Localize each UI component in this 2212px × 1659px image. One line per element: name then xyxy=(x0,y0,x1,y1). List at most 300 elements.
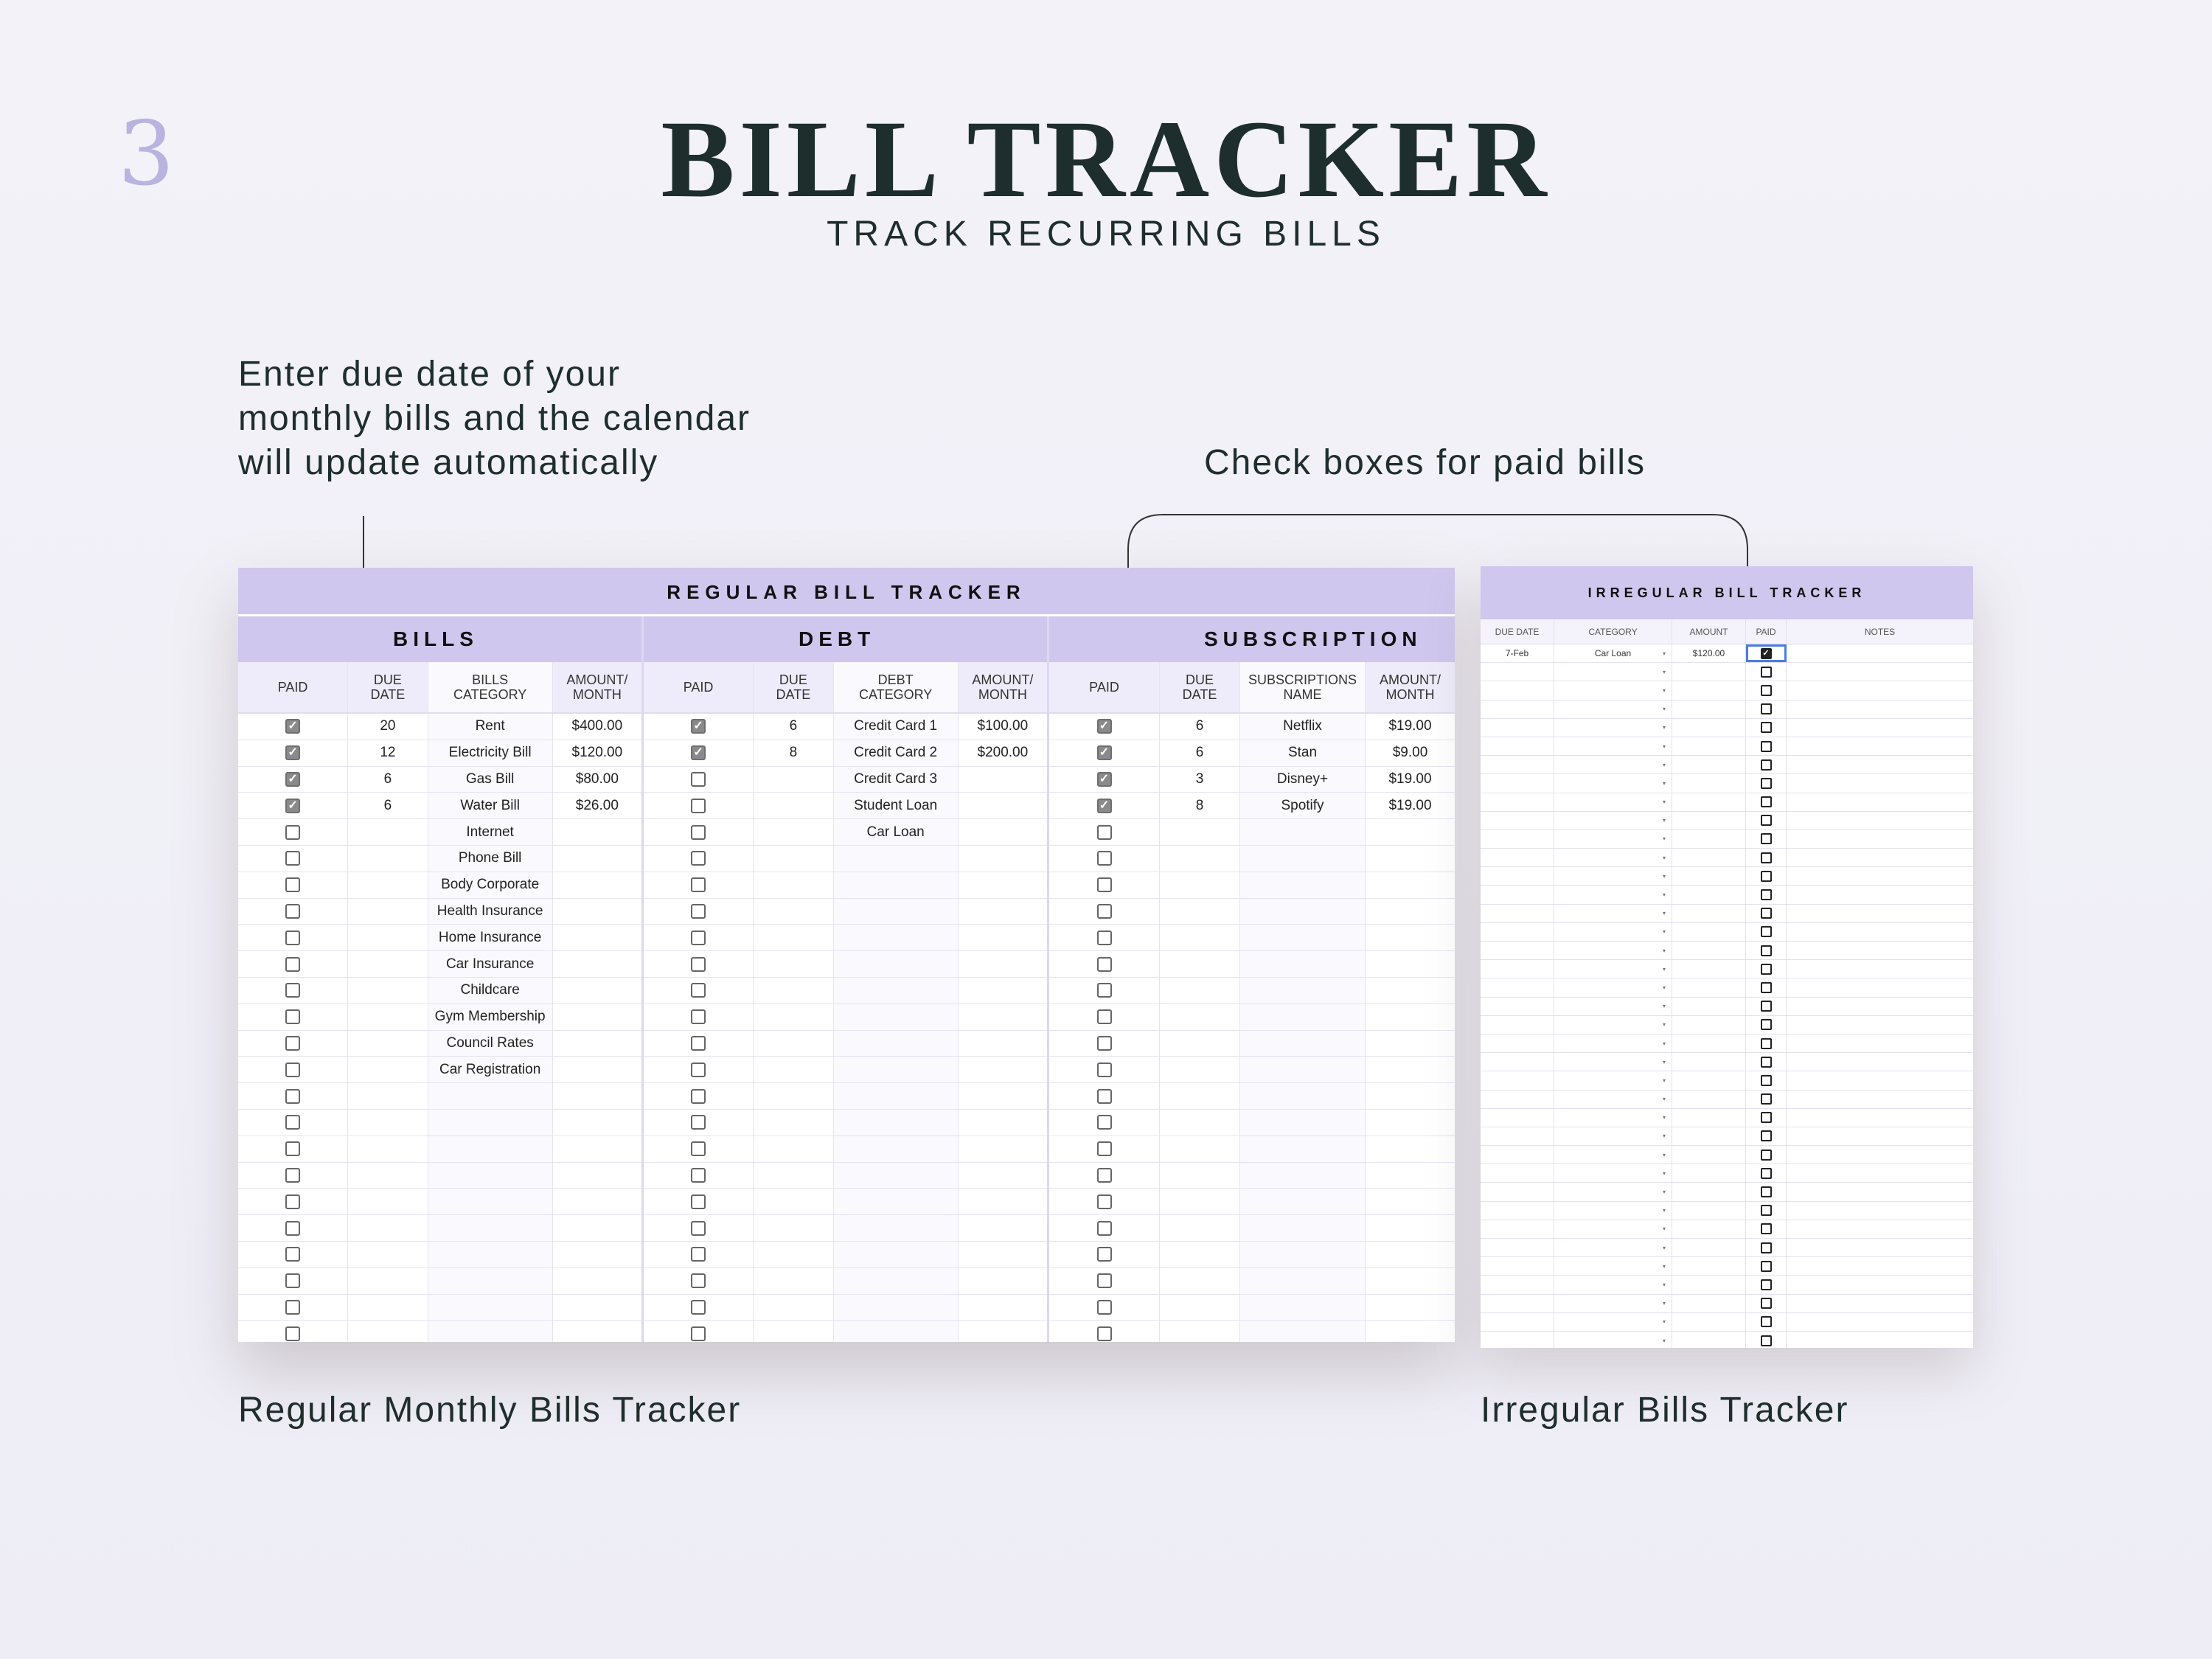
due-date-cell[interactable] xyxy=(1481,1109,1554,1127)
amount-cell[interactable] xyxy=(1672,1146,1746,1164)
paid-checkbox[interactable] xyxy=(1761,1130,1772,1141)
paid-cell[interactable] xyxy=(1049,714,1160,740)
category-cell[interactable] xyxy=(1554,663,1672,681)
category-cell[interactable] xyxy=(1240,899,1366,925)
due-date-cell[interactable] xyxy=(754,767,833,793)
notes-cell[interactable] xyxy=(1787,681,1973,699)
paid-cell[interactable] xyxy=(644,1242,754,1267)
notes-cell[interactable] xyxy=(1787,1071,1973,1089)
amount-cell[interactable] xyxy=(959,1215,1047,1241)
paid-checkbox[interactable] xyxy=(1761,667,1772,678)
amount-cell[interactable] xyxy=(959,1295,1047,1321)
paid-checkbox[interactable] xyxy=(691,983,706,998)
paid-cell[interactable] xyxy=(1049,1004,1160,1030)
amount-cell[interactable] xyxy=(1672,923,1746,941)
amount-cell[interactable] xyxy=(553,925,641,950)
paid-cell[interactable] xyxy=(1049,1163,1160,1189)
paid-cell[interactable] xyxy=(238,740,348,766)
due-date-cell[interactable] xyxy=(348,1031,428,1057)
paid-cell[interactable] xyxy=(238,1057,348,1082)
due-date-cell[interactable]: 6 xyxy=(348,793,428,818)
paid-cell[interactable] xyxy=(1049,1215,1160,1241)
paid-checkbox[interactable] xyxy=(1761,685,1772,696)
amount-cell[interactable] xyxy=(1672,886,1746,903)
due-date-cell[interactable] xyxy=(1160,1136,1240,1162)
due-date-cell[interactable]: 6 xyxy=(348,767,428,793)
paid-cell[interactable] xyxy=(1746,1295,1787,1312)
category-cell[interactable] xyxy=(1240,1083,1366,1109)
amount-cell[interactable] xyxy=(553,1136,641,1162)
paid-cell[interactable] xyxy=(1049,819,1160,845)
paid-cell[interactable] xyxy=(1746,942,1787,959)
category-cell[interactable] xyxy=(428,1083,553,1109)
due-date-cell[interactable] xyxy=(754,793,833,818)
notes-cell[interactable] xyxy=(1787,886,1973,903)
due-date-cell[interactable] xyxy=(754,1136,833,1162)
paid-cell[interactable] xyxy=(1746,1146,1787,1164)
paid-checkbox[interactable] xyxy=(1761,871,1772,882)
paid-checkbox[interactable] xyxy=(285,1247,300,1262)
due-date-cell[interactable] xyxy=(1481,1239,1554,1256)
paid-cell[interactable] xyxy=(1746,1220,1787,1238)
due-date-cell[interactable] xyxy=(1160,1295,1240,1321)
due-date-cell[interactable]: 12 xyxy=(348,740,428,766)
paid-checkbox[interactable] xyxy=(1761,889,1772,900)
category-cell[interactable]: Netflix xyxy=(1240,714,1366,740)
paid-cell[interactable] xyxy=(1746,774,1787,792)
category-cell[interactable] xyxy=(1240,1268,1366,1294)
paid-cell[interactable] xyxy=(1746,1202,1787,1220)
dropdown-arrow-icon[interactable]: ▾ xyxy=(1662,1318,1666,1326)
amount-cell[interactable] xyxy=(959,1321,1047,1342)
due-date-cell[interactable] xyxy=(754,951,833,977)
dropdown-arrow-icon[interactable]: ▾ xyxy=(1662,1003,1666,1010)
due-date-cell[interactable]: 8 xyxy=(1160,793,1240,818)
amount-cell[interactable] xyxy=(959,1057,1047,1082)
due-date-cell[interactable] xyxy=(1160,1242,1240,1267)
paid-checkbox[interactable] xyxy=(285,1194,300,1209)
amount-cell[interactable] xyxy=(959,846,1047,872)
paid-cell[interactable] xyxy=(1746,756,1787,773)
due-date-cell[interactable] xyxy=(1481,998,1554,1015)
amount-cell[interactable] xyxy=(959,1136,1047,1162)
paid-checkbox[interactable] xyxy=(285,799,300,813)
notes-cell[interactable] xyxy=(1787,1034,1973,1052)
amount-cell[interactable] xyxy=(959,793,1047,818)
category-cell[interactable] xyxy=(1240,1004,1366,1030)
category-cell[interactable] xyxy=(834,1215,959,1241)
paid-checkbox[interactable] xyxy=(285,772,300,787)
paid-cell[interactable] xyxy=(1049,925,1160,950)
paid-cell[interactable] xyxy=(238,1268,348,1294)
category-cell[interactable]: Body Corporate xyxy=(428,872,553,898)
amount-cell[interactable] xyxy=(1366,978,1455,1004)
paid-cell[interactable] xyxy=(1746,1257,1787,1275)
due-date-cell[interactable] xyxy=(1160,1057,1240,1082)
paid-checkbox[interactable] xyxy=(1761,796,1772,807)
category-cell[interactable]: Stan xyxy=(1240,740,1366,766)
amount-cell[interactable] xyxy=(959,925,1047,950)
due-date-cell[interactable] xyxy=(1160,1189,1240,1214)
category-cell[interactable] xyxy=(834,872,959,898)
category-cell[interactable] xyxy=(1240,1110,1366,1135)
paid-checkbox[interactable] xyxy=(691,1194,706,1209)
paid-cell[interactable] xyxy=(238,872,348,898)
paid-cell[interactable] xyxy=(644,1110,754,1135)
due-date-cell[interactable] xyxy=(348,1215,428,1241)
paid-checkbox[interactable] xyxy=(1761,648,1772,659)
dropdown-arrow-icon[interactable]: ▾ xyxy=(1662,872,1666,880)
dropdown-arrow-icon[interactable]: ▾ xyxy=(1662,891,1666,899)
amount-cell[interactable] xyxy=(1672,1257,1746,1275)
notes-cell[interactable] xyxy=(1787,1091,1973,1108)
due-date-cell[interactable] xyxy=(1481,663,1554,681)
amount-cell[interactable]: $100.00 xyxy=(977,718,1029,734)
category-cell[interactable] xyxy=(1554,1332,1672,1348)
due-date-cell[interactable] xyxy=(348,1321,428,1342)
amount-cell[interactable] xyxy=(1672,663,1746,681)
paid-checkbox[interactable] xyxy=(285,983,300,998)
amount-cell[interactable] xyxy=(1672,960,1746,978)
amount-cell[interactable] xyxy=(1672,756,1746,773)
amount-cell[interactable] xyxy=(1672,812,1746,830)
category-cell[interactable] xyxy=(1554,942,1672,959)
dropdown-arrow-icon[interactable]: ▾ xyxy=(1662,1133,1666,1140)
paid-checkbox[interactable] xyxy=(691,772,706,787)
paid-checkbox[interactable] xyxy=(1097,983,1112,998)
paid-cell[interactable] xyxy=(1049,793,1160,818)
due-date-cell[interactable] xyxy=(1481,1202,1554,1220)
category-cell[interactable] xyxy=(834,846,959,872)
due-date-cell[interactable] xyxy=(1481,793,1554,811)
category-cell[interactable] xyxy=(1554,849,1672,866)
category-cell[interactable]: Internet xyxy=(428,819,553,845)
dropdown-arrow-icon[interactable]: ▾ xyxy=(1662,1021,1666,1029)
amount-cell[interactable] xyxy=(959,1268,1047,1294)
amount-cell[interactable] xyxy=(1672,1071,1746,1089)
due-date-cell[interactable] xyxy=(1481,1276,1554,1293)
category-cell[interactable] xyxy=(1554,1127,1672,1145)
due-date-cell[interactable] xyxy=(1481,774,1554,792)
paid-cell[interactable] xyxy=(644,1057,754,1082)
category-cell[interactable] xyxy=(1554,998,1672,1015)
category-cell[interactable] xyxy=(834,1268,959,1294)
amount-cell[interactable] xyxy=(1366,951,1455,977)
paid-checkbox[interactable] xyxy=(1761,759,1772,771)
paid-checkbox[interactable] xyxy=(1761,964,1772,975)
notes-cell[interactable] xyxy=(1787,1164,1973,1182)
paid-cell[interactable] xyxy=(1049,846,1160,872)
paid-cell[interactable] xyxy=(1049,767,1160,793)
category-cell[interactable] xyxy=(1240,1031,1366,1057)
notes-cell[interactable] xyxy=(1787,812,1973,830)
paid-cell[interactable] xyxy=(238,925,348,950)
amount-cell[interactable] xyxy=(1672,1091,1746,1108)
amount-cell[interactable] xyxy=(553,1295,641,1321)
due-date-cell[interactable] xyxy=(1160,951,1240,977)
amount-cell[interactable] xyxy=(1672,998,1746,1015)
paid-checkbox[interactable] xyxy=(1097,957,1112,972)
paid-checkbox[interactable] xyxy=(1761,741,1772,752)
category-cell[interactable] xyxy=(1554,1091,1672,1108)
paid-cell[interactable] xyxy=(238,1189,348,1214)
category-cell[interactable] xyxy=(1554,1109,1672,1127)
paid-cell[interactable] xyxy=(1049,1057,1160,1082)
due-date-cell[interactable] xyxy=(754,925,833,950)
due-date-cell[interactable] xyxy=(1481,978,1554,996)
notes-cell[interactable] xyxy=(1787,942,1973,959)
paid-checkbox[interactable] xyxy=(1097,931,1112,945)
paid-cell[interactable] xyxy=(1049,1031,1160,1057)
due-date-cell[interactable] xyxy=(348,1110,428,1135)
due-date-cell[interactable] xyxy=(1481,867,1554,885)
paid-cell[interactable] xyxy=(1746,644,1787,662)
category-cell[interactable] xyxy=(428,1136,553,1162)
paid-checkbox[interactable] xyxy=(285,877,300,892)
paid-cell[interactable] xyxy=(1049,1321,1160,1342)
category-cell[interactable]: Health Insurance xyxy=(428,899,553,925)
notes-cell[interactable] xyxy=(1787,737,1973,755)
category-cell[interactable] xyxy=(834,1057,959,1082)
amount-cell[interactable] xyxy=(1672,978,1746,996)
dropdown-arrow-icon[interactable]: ▾ xyxy=(1662,910,1666,917)
paid-checkbox[interactable] xyxy=(1097,1247,1112,1262)
amount-cell[interactable] xyxy=(959,978,1047,1004)
amount-cell[interactable] xyxy=(1366,1031,1455,1057)
due-date-cell[interactable] xyxy=(1481,1295,1554,1312)
due-date-cell[interactable] xyxy=(754,1268,833,1294)
amount-cell[interactable] xyxy=(959,819,1047,845)
amount-cell[interactable] xyxy=(1366,1189,1455,1214)
due-date-cell[interactable] xyxy=(348,819,428,845)
paid-checkbox[interactable] xyxy=(1761,1279,1772,1290)
due-date-cell[interactable]: 8 xyxy=(754,740,833,766)
paid-checkbox[interactable] xyxy=(691,1273,706,1288)
paid-checkbox[interactable] xyxy=(1097,877,1112,892)
due-date-cell[interactable]: 6 xyxy=(1160,740,1240,766)
category-cell[interactable] xyxy=(1554,1276,1672,1293)
due-date-cell[interactable] xyxy=(348,978,428,1004)
paid-checkbox[interactable] xyxy=(1761,1298,1772,1309)
due-date-cell[interactable] xyxy=(1160,1004,1240,1030)
due-date-cell[interactable] xyxy=(1481,1146,1554,1164)
dropdown-arrow-icon[interactable]: ▾ xyxy=(1662,1058,1666,1065)
category-cell[interactable] xyxy=(1554,978,1672,996)
category-cell[interactable] xyxy=(1240,1189,1366,1214)
paid-checkbox[interactable] xyxy=(691,1115,706,1130)
paid-checkbox[interactable] xyxy=(285,1168,300,1183)
due-date-cell[interactable] xyxy=(1160,1215,1240,1241)
paid-cell[interactable] xyxy=(644,1004,754,1030)
paid-checkbox[interactable] xyxy=(285,957,300,972)
amount-cell[interactable] xyxy=(959,899,1047,925)
paid-checkbox[interactable] xyxy=(691,799,706,813)
due-date-cell[interactable]: 3 xyxy=(1160,767,1240,793)
amount-cell[interactable] xyxy=(1366,1110,1455,1135)
paid-cell[interactable] xyxy=(238,1031,348,1057)
paid-cell[interactable] xyxy=(1746,1239,1787,1256)
amount-cell[interactable] xyxy=(1672,700,1746,718)
category-cell[interactable] xyxy=(834,1110,959,1135)
paid-cell[interactable] xyxy=(1049,1083,1160,1109)
amount-cell[interactable] xyxy=(1672,830,1746,848)
paid-checkbox[interactable] xyxy=(1097,1300,1112,1315)
notes-cell[interactable] xyxy=(1787,719,1973,737)
paid-cell[interactable] xyxy=(1746,1034,1787,1052)
amount-cell[interactable] xyxy=(1366,1215,1455,1241)
category-cell[interactable] xyxy=(1554,644,1672,662)
paid-checkbox[interactable] xyxy=(285,719,300,734)
amount-cell[interactable] xyxy=(1672,1220,1746,1238)
amount-cell[interactable] xyxy=(959,872,1047,898)
amount-cell[interactable] xyxy=(1366,1295,1455,1321)
notes-cell[interactable] xyxy=(1787,1202,1973,1220)
notes-cell[interactable] xyxy=(1787,978,1973,996)
paid-cell[interactable] xyxy=(1049,1242,1160,1267)
paid-cell[interactable] xyxy=(1746,1053,1787,1071)
dropdown-arrow-icon[interactable]: ▾ xyxy=(1662,947,1666,954)
category-cell[interactable] xyxy=(1554,1220,1672,1238)
paid-cell[interactable] xyxy=(644,846,754,872)
amount-cell[interactable]: $400.00 xyxy=(571,718,623,734)
paid-checkbox[interactable] xyxy=(1097,772,1112,787)
paid-checkbox[interactable] xyxy=(691,1036,706,1051)
dropdown-arrow-icon[interactable]: ▾ xyxy=(1662,742,1666,750)
amount-cell[interactable] xyxy=(959,1189,1047,1214)
dropdown-arrow-icon[interactable]: ▾ xyxy=(1662,779,1666,787)
amount-cell[interactable] xyxy=(553,872,641,898)
paid-checkbox[interactable] xyxy=(691,957,706,972)
category-cell[interactable]: Credit Card 3 xyxy=(834,767,959,793)
paid-checkbox[interactable] xyxy=(691,1009,706,1024)
dropdown-arrow-icon[interactable]: ▾ xyxy=(1662,984,1666,991)
paid-cell[interactable] xyxy=(644,1321,754,1342)
paid-cell[interactable] xyxy=(644,951,754,977)
paid-cell[interactable] xyxy=(1746,1127,1787,1145)
paid-cell[interactable] xyxy=(1746,923,1787,941)
paid-cell[interactable] xyxy=(1746,1313,1787,1331)
due-date-cell[interactable] xyxy=(348,1268,428,1294)
paid-checkbox[interactable] xyxy=(1761,1150,1772,1161)
notes-cell[interactable] xyxy=(1787,867,1973,885)
paid-checkbox[interactable] xyxy=(1097,1009,1112,1024)
amount-cell[interactable] xyxy=(959,1110,1047,1135)
amount-cell[interactable] xyxy=(1366,1083,1455,1109)
category-cell[interactable]: Rent xyxy=(428,714,553,740)
amount-cell[interactable]: $120.00 xyxy=(571,745,623,761)
due-date-cell[interactable] xyxy=(348,1163,428,1189)
paid-cell[interactable] xyxy=(238,767,348,793)
category-cell[interactable] xyxy=(834,1031,959,1057)
paid-checkbox[interactable] xyxy=(1761,703,1772,714)
amount-cell[interactable] xyxy=(553,1321,641,1342)
paid-cell[interactable] xyxy=(644,819,754,845)
dropdown-arrow-icon[interactable]: ▾ xyxy=(1662,724,1666,731)
paid-cell[interactable] xyxy=(1746,960,1787,978)
paid-checkbox[interactable] xyxy=(1097,1273,1112,1288)
dropdown-arrow-icon[interactable]: ▾ xyxy=(1662,1281,1666,1288)
due-date-cell[interactable] xyxy=(1160,872,1240,898)
amount-cell[interactable] xyxy=(1672,867,1746,885)
paid-checkbox[interactable] xyxy=(1097,1326,1112,1341)
category-cell[interactable] xyxy=(1554,886,1672,903)
amount-cell[interactable]: $19.00 xyxy=(1388,797,1432,813)
amount-cell[interactable] xyxy=(1366,1136,1455,1162)
paid-cell[interactable] xyxy=(1746,830,1787,848)
category-cell[interactable]: Water Bill xyxy=(428,793,553,818)
amount-cell[interactable] xyxy=(1672,1313,1746,1331)
amount-cell[interactable] xyxy=(553,899,641,925)
paid-cell[interactable] xyxy=(238,714,348,740)
paid-cell[interactable] xyxy=(644,1163,754,1189)
amount-cell[interactable] xyxy=(553,1163,641,1189)
amount-cell[interactable] xyxy=(1366,899,1455,925)
notes-cell[interactable] xyxy=(1787,1146,1973,1164)
paid-checkbox[interactable] xyxy=(1761,1057,1772,1068)
amount-cell[interactable] xyxy=(1366,925,1455,950)
category-cell[interactable] xyxy=(1240,1215,1366,1241)
due-date-cell[interactable] xyxy=(348,872,428,898)
amount-cell[interactable] xyxy=(959,951,1047,977)
notes-cell[interactable] xyxy=(1787,1239,1973,1256)
paid-checkbox[interactable] xyxy=(1097,719,1112,734)
paid-checkbox[interactable] xyxy=(1097,1194,1112,1209)
paid-checkbox[interactable] xyxy=(285,1141,300,1156)
notes-cell[interactable] xyxy=(1787,1313,1973,1331)
paid-cell[interactable] xyxy=(238,1163,348,1189)
category-cell[interactable]: Gas Bill xyxy=(428,767,553,793)
paid-cell[interactable] xyxy=(238,1215,348,1241)
due-date-cell[interactable] xyxy=(754,1189,833,1214)
paid-cell[interactable] xyxy=(238,1321,348,1342)
category-cell[interactable] xyxy=(834,1321,959,1342)
paid-cell[interactable] xyxy=(1746,681,1787,699)
due-date-cell[interactable] xyxy=(1481,830,1554,848)
category-cell[interactable] xyxy=(1554,1146,1672,1164)
due-date-cell[interactable] xyxy=(754,1295,833,1321)
category-cell[interactable] xyxy=(1240,978,1366,1004)
paid-cell[interactable] xyxy=(238,1004,348,1030)
due-date-cell[interactable] xyxy=(1160,1321,1240,1342)
amount-cell[interactable] xyxy=(1672,849,1746,866)
paid-cell[interactable] xyxy=(1049,1189,1160,1214)
paid-cell[interactable] xyxy=(1746,905,1787,922)
due-date-cell[interactable]: 6 xyxy=(754,714,833,740)
dropdown-arrow-icon[interactable]: ▾ xyxy=(1662,1207,1666,1214)
category-cell[interactable] xyxy=(834,1189,959,1214)
paid-checkbox[interactable] xyxy=(1097,825,1112,840)
paid-cell[interactable] xyxy=(644,1136,754,1162)
amount-cell[interactable] xyxy=(553,1057,641,1082)
category-cell[interactable] xyxy=(834,951,959,977)
notes-cell[interactable] xyxy=(1787,774,1973,792)
paid-cell[interactable] xyxy=(1746,849,1787,866)
category-cell[interactable] xyxy=(1554,1202,1672,1220)
category-cell[interactable] xyxy=(1240,846,1366,872)
category-cell[interactable] xyxy=(1240,1163,1366,1189)
category-cell[interactable] xyxy=(1554,1071,1672,1089)
amount-cell[interactable] xyxy=(1672,942,1746,959)
paid-cell[interactable] xyxy=(644,1215,754,1241)
amount-cell[interactable] xyxy=(1672,1202,1746,1220)
due-date-cell[interactable] xyxy=(348,1242,428,1267)
amount-cell[interactable] xyxy=(553,846,641,872)
notes-cell[interactable] xyxy=(1787,663,1973,681)
notes-cell[interactable] xyxy=(1787,923,1973,941)
paid-checkbox[interactable] xyxy=(1761,778,1772,789)
paid-checkbox[interactable] xyxy=(1761,926,1772,937)
amount-cell[interactable] xyxy=(1672,1183,1746,1200)
